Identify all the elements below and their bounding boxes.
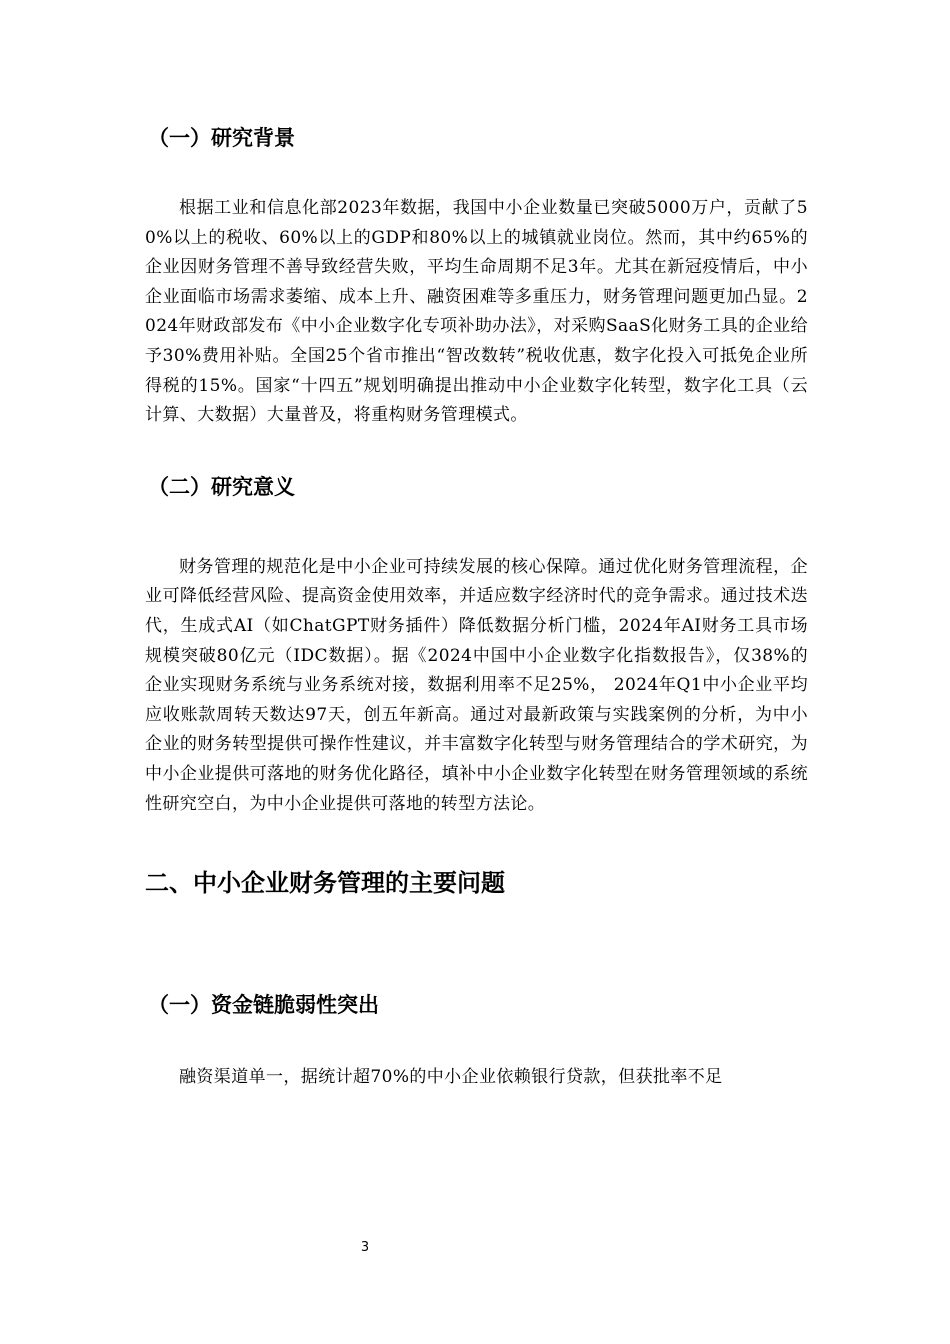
- paragraph-cashflow-fragility: 融资渠道单一，据统计超70%的中小企业依赖银行贷款，但获批率不足: [179, 1067, 723, 1088]
- section-heading-research-background: （一）研究背景: [148, 126, 295, 150]
- paragraph-research-significance: 财务管理的规范化是中小企业可持续发展的核心保障。通过优化财务管理流程，企业可降低经营风险、提高资金使用效率，并适应数字经济时代的竞争需求。通过技术迭代，生成式AI（如ChatGPT财务插件）降低数据分析门槛，2024年AI财务工具市场规模突破80亿元（IDC数据）。据《2024中国中小企业数字化指数报告》，仅38%的企业实现财务系统与业务系统对接，数据利用率不足25%， 2024年Q1中小企业平均应收账款周转天数达97天，创五年新高。通过对最新政策与实践案例的分析，为中小企业的财务转型提供可操作性建议，并丰富数字化转型与财务管理结合的学术研究，为中小企业提供可落地的财务优化路径，填补中小企业数字化转型在财务管理领域的系统性研究空白，为中小企业提供可落地的转型方法论。: [145, 556, 808, 814]
- section-heading-cashflow-fragility: （一）资金链脆弱性突出: [148, 993, 379, 1018]
- page-content: [145, 122, 808, 1093]
- section-heading-research-significance: （二）研究意义: [148, 474, 295, 499]
- chapter-heading-main-problems: 二、中小企业财务管理的主要问题: [145, 869, 505, 898]
- paragraph-research-background: 根据工业和信息化部2023年数据，我国中小企业数量已突破5000万户，贡献了50%以上的税收、60%以上的GDP和80%以上的城镇就业岗位。然而，其中约65%的企业因财务管理不善导致经营失败，平均生命周期不足3年。尤其在新冠疫情后，中小企业面临市场需求萎缩、成本上升、融资困难等多重压力，财务管理问题更加凸显。2024年财政部发布《中小企业数字化专项补助办法》，对采购SaaS化财务工具的企业给予30%费用补贴。全国25个省市推出“智改数转”税收优惠，数字化投入可抵免企业所得税的15%。国家“十四五”规划明确提出推动中小企业数字化转型，数字化工具（云计算、大数据）大量普及，将重构财务管理模式。: [145, 198, 808, 426]
- page-number: 3: [360, 1240, 370, 1255]
